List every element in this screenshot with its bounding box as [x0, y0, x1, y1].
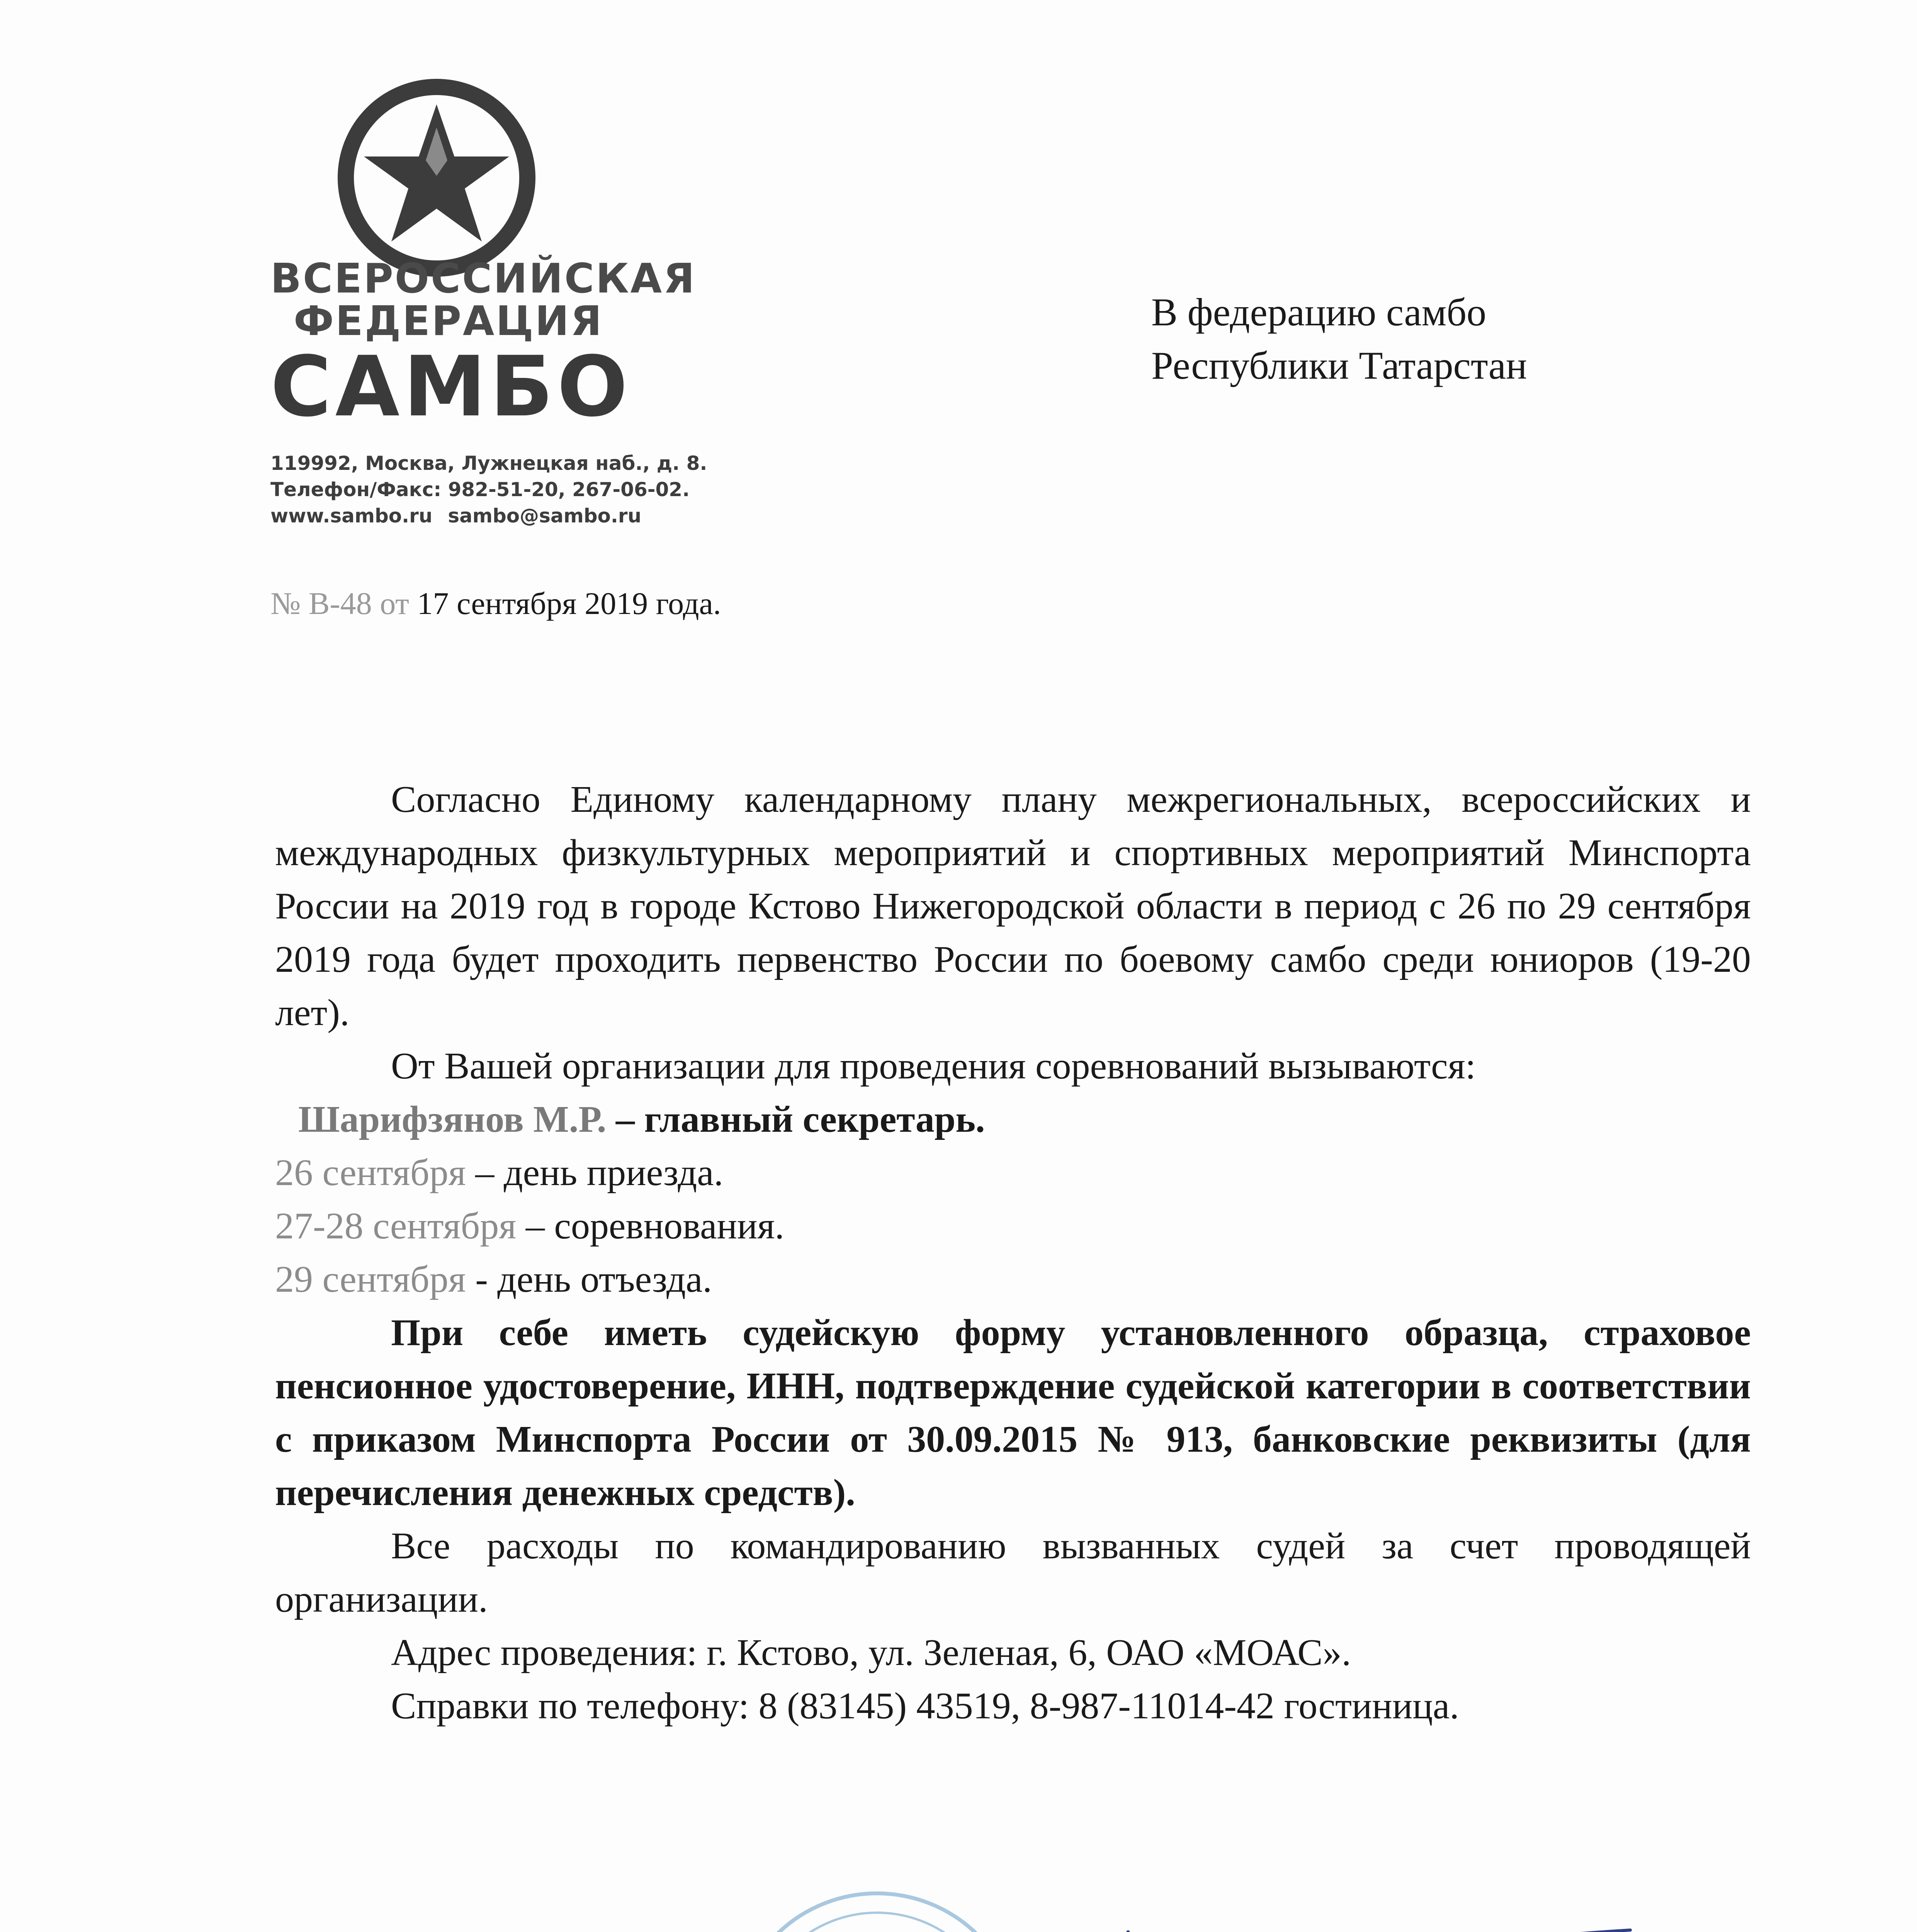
- letter-body: [275, 773, 1751, 1733]
- addressee-block: [1151, 286, 1527, 393]
- addressee-line2: Республики Татарстан: [1151, 344, 1527, 388]
- org-web-contacts: [270, 505, 657, 527]
- org-name-line3: САМБО: [270, 338, 632, 435]
- schedule-competition-date: 27-28 сентября: [275, 1205, 517, 1247]
- schedule-arrival: [275, 1146, 1751, 1199]
- body-paragraph-summons: От Вашей организации для проведения соревнований вызываются:: [391, 1045, 1476, 1087]
- addressee-line1: В федерацию самбо: [1151, 291, 1487, 334]
- body-paragraph-expenses: Все расходы по командированию вызванных судей за счет проводящей организации.: [275, 1525, 1751, 1620]
- reference-date: 17 сентября 2019 года.: [417, 586, 721, 621]
- body-paragraph-requirements: При себе иметь судейскую форму установленного образца, страховое пенсионное удостоверение, ИНН, подтверждение судейской категории в соответствии с приказом Минспорта России от 30.09.2015 № 913, банковские реквизиты (для перечисления денежных средств).: [275, 1312, 1751, 1514]
- reference-number: № В-48 от: [270, 586, 417, 621]
- schedule-competition-text: – соревнования.: [516, 1205, 784, 1247]
- schedule-departure-date: 29 сентября: [275, 1259, 466, 1300]
- org-phone: Телефон/Факс: 982-51-20, 267-06-02.: [270, 478, 690, 501]
- schedule-departure: [275, 1253, 1751, 1306]
- org-name-line2: ФЕДЕРАЦИЯ: [294, 298, 603, 345]
- schedule-departure-text: - день отъезда.: [466, 1259, 712, 1300]
- judge-line: [275, 1093, 1751, 1146]
- org-address: 119992, Москва, Лужнецкая наб., д. 8.: [270, 452, 707, 474]
- info-phone: Справки по телефону: 8 (83145) 43519, 8-987-11014-42 гостиница.: [391, 1685, 1459, 1727]
- body-paragraph-announcement: Согласно Единому календарному плану межрегиональных, всероссийских и международных физкультурных мероприятий и спортивных мероприятий Минспорта России на 2019 год в городе Кстово Нижегородской области в период с 26 по 29 сентября 2019 года будет проходить первенство России по боевому самбо среди юниоров (19-20 лет).: [275, 779, 1751, 1034]
- schedule-arrival-text: – день приезда.: [466, 1152, 724, 1194]
- org-email-link[interactable]: sambo@sambo.ru: [448, 505, 642, 527]
- handwritten-signature-icon: [950, 1917, 1646, 1932]
- star-in-circle-logo-icon: [336, 77, 537, 278]
- judge-role: – главный секретарь.: [606, 1099, 985, 1140]
- org-website-link[interactable]: www.sambo.ru: [270, 505, 433, 527]
- venue-address: Адрес проведения: г. Кстово, ул. Зеленая, 6, ОАО «МОАС».: [391, 1632, 1351, 1673]
- judge-name: Шарифзянов М.Р.: [298, 1099, 607, 1140]
- letter-reference: [270, 585, 721, 622]
- org-name-line1: ВСЕРОССИЙСКАЯ: [270, 255, 696, 302]
- schedule-arrival-date: 26 сентября: [275, 1152, 466, 1194]
- schedule-competition: [275, 1199, 1751, 1253]
